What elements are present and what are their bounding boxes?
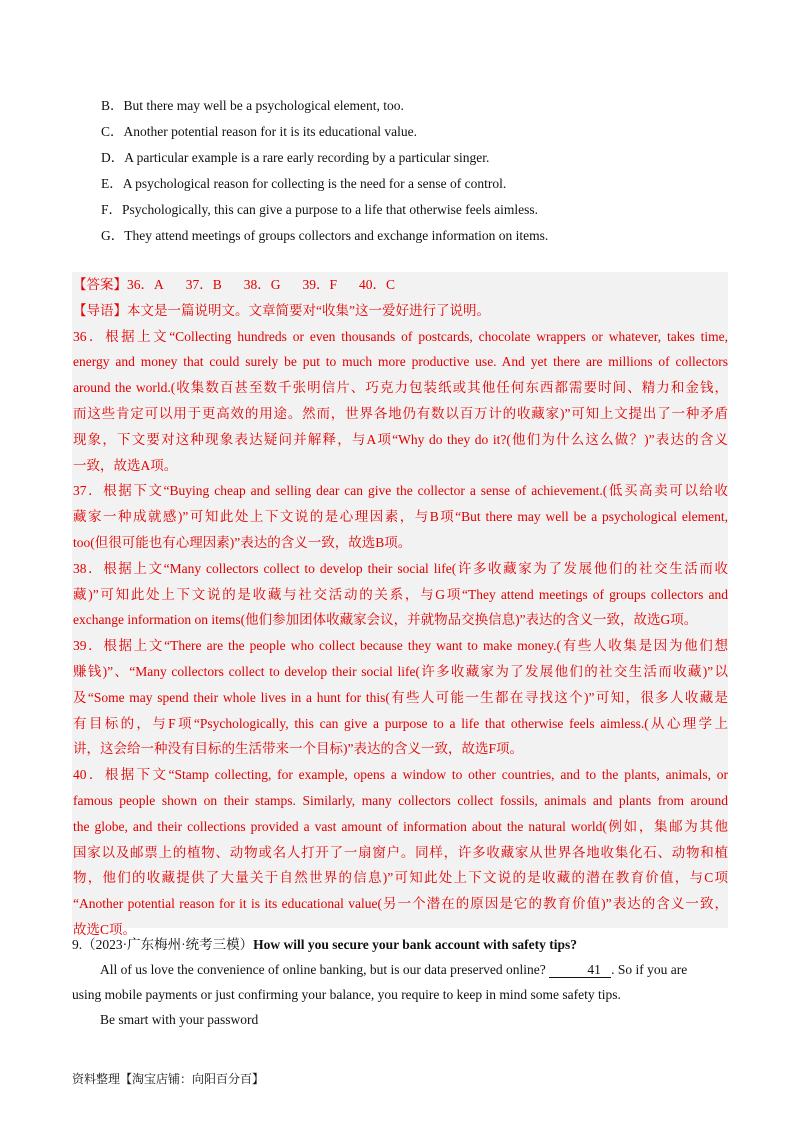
answer-item: 39．F bbox=[302, 277, 338, 292]
explanation-line: 39．根据上文“There are the people who collect because they want to make money.(有些人收集是因为他们想 bbox=[73, 638, 728, 654]
explanation-37 bbox=[73, 478, 728, 555]
answer-item: 38．G bbox=[243, 277, 281, 292]
passage-text: All of us love the convenience of online banking, but is our data preserved online? bbox=[100, 962, 550, 977]
option-c: C．Another potential reason for it is its educational value. bbox=[101, 124, 418, 139]
explanation-line: 而这些肯定可以用于更高效的用途。然而，世界各地仍有数以百万计的收藏家)”可知上文提出了一种矛盾 bbox=[73, 405, 728, 421]
guide-label: 【导语】 bbox=[73, 302, 127, 318]
explanation-line: 一致，故选A项。 bbox=[73, 457, 178, 473]
explanation-line: too(但很可能也有心理因素)”表达的含义一致，故选B项。 bbox=[73, 534, 412, 550]
explanation-line: 37．根据下文“Buying cheap and selling dear can give the collector a sense of achievement.(低买高卖可以给收 bbox=[73, 483, 728, 499]
explanation-40 bbox=[73, 762, 728, 943]
guide-text: 本文是一篇说明文。文章简要对“收集”这一爱好进行了说明。 bbox=[127, 302, 490, 318]
option-e: E．A psychological reason for collecting is the need for a sense of control. bbox=[101, 176, 507, 191]
explanation-line: 36．根据上文“Collecting hundreds or even thousands of postcards, chocolate wrappers or whatever, takes time, bbox=[73, 328, 728, 344]
explanation-line: the globe, and their collections provided a vast amount of information about the natural world(例如，集邮为其他 bbox=[73, 818, 728, 834]
question-heading bbox=[72, 935, 577, 955]
explanation-36 bbox=[73, 324, 728, 479]
answer-item: 37．B bbox=[185, 277, 222, 292]
explanation-line: 藏家一种成就感)”可知此处上下文说的是心理因素，与B项“But there may well be a psychological element, bbox=[73, 509, 728, 525]
explanation-line: “Another potential reason for it is its educational value(另一个潜在的原因是它的教育价值)”表达的含义一致， bbox=[73, 896, 728, 912]
explanation-line: energy and money that could surely be put to much more productive use. And yet there are millions of collectors bbox=[73, 354, 728, 370]
explanation-line: around the world.(收集数百甚至数千张明信片、巧克力包装纸或其他任何东西都需要时间、精力和金钱， bbox=[73, 380, 728, 396]
passage-text: . So if you are bbox=[611, 962, 688, 977]
explanation-line: 40．根据下文“Stamp collecting, for example, opens a window to other countries, and to the plants, animals, or bbox=[73, 767, 728, 783]
explanation-38 bbox=[73, 556, 728, 633]
passage-paragraph-1-line-2: using mobile payments or just confirming your balance, you require to keep in mind some safety tips. bbox=[72, 987, 621, 1002]
question-prefix: 9.（2023·广东梅州·统考三模） bbox=[72, 937, 254, 952]
guide-line bbox=[73, 298, 728, 324]
explanation-line: 国家以及邮票上的植物、动物或名人打开了一扇窗户。同样，许多收藏家从世界各地收集化石、动物和植 bbox=[73, 844, 728, 860]
explanation-line: 赚钱)”、“Many collectors collect to develop their social life(许多收藏家为了发展他们的社交生活而收藏)”以 bbox=[73, 663, 728, 679]
passage-paragraph-2: Be smart with your password bbox=[100, 1012, 259, 1027]
option-f: F．Psychologically, this can give a purpose to a life that otherwise feels aimless. bbox=[101, 202, 539, 217]
explanation-line: 故选C项。 bbox=[73, 921, 137, 937]
page-footer: 资料整理【淘宝店铺：向阳百分百】 bbox=[72, 1072, 265, 1086]
option-g: G．They attend meetings of groups collectors and exchange information on items. bbox=[101, 228, 549, 243]
answer-section bbox=[72, 272, 728, 937]
explanation-line: 藏)”可知此处上下文说的是收藏与社交活动的关系，与G项“They attend meetings of groups collectors and bbox=[73, 586, 728, 602]
blank-41: 41 bbox=[549, 962, 611, 978]
explanation-line: 现象，下文要对这种现象表达疑问并解释，与A项“Why do they do it?(他们为什么这么做？)”表达的含义 bbox=[73, 431, 728, 447]
explanation-line: 38．根据上文“Many collectors collect to develop their social life(许多收藏家为了发展他们的社交生活而收 bbox=[73, 560, 728, 576]
passage-paragraph-1 bbox=[72, 960, 728, 980]
explanation-line: 有目标的，与F项“Psychologically, this can give a purpose to a life that otherwise feels aimless.(从心理学上 bbox=[73, 715, 728, 731]
answer-line bbox=[73, 272, 728, 298]
explanation-line: famous people shown on their stamps. Similarly, many collectors collect fossils, animals and plants from around bbox=[73, 792, 728, 808]
option-d: D．A particular example is a rare early recording by a particular singer. bbox=[101, 150, 490, 165]
answer-item: 40．C bbox=[359, 277, 396, 292]
explanation-line: 物，他们的收藏提供了大量关于自然世界的信息)”可知此处上下文说的是收藏的潜在教育价值，与C项 bbox=[73, 870, 728, 886]
explanation-line: 讲，这会给一种没有目标的生活带来一个目标)”表达的含义一致，故选F项。 bbox=[73, 741, 523, 757]
answer-label: 【答案】 bbox=[73, 277, 127, 292]
explanation-39 bbox=[73, 633, 728, 762]
answer-item: 36．A bbox=[127, 277, 164, 292]
explanation-line: 及“Some may spend their whole lives in a hunt for this(有些人可能一生都在寻找这个)”可知，很多人收藏是 bbox=[73, 689, 728, 705]
option-b: B．But there may well be a psychological element, too. bbox=[101, 98, 404, 113]
question-title: How will you secure your bank account with safety tips? bbox=[253, 937, 578, 952]
explanation-line: exchange information on items(他们参加团体收藏家会议，并就物品交换信息)”表达的含义一致，故选G项。 bbox=[73, 612, 698, 628]
